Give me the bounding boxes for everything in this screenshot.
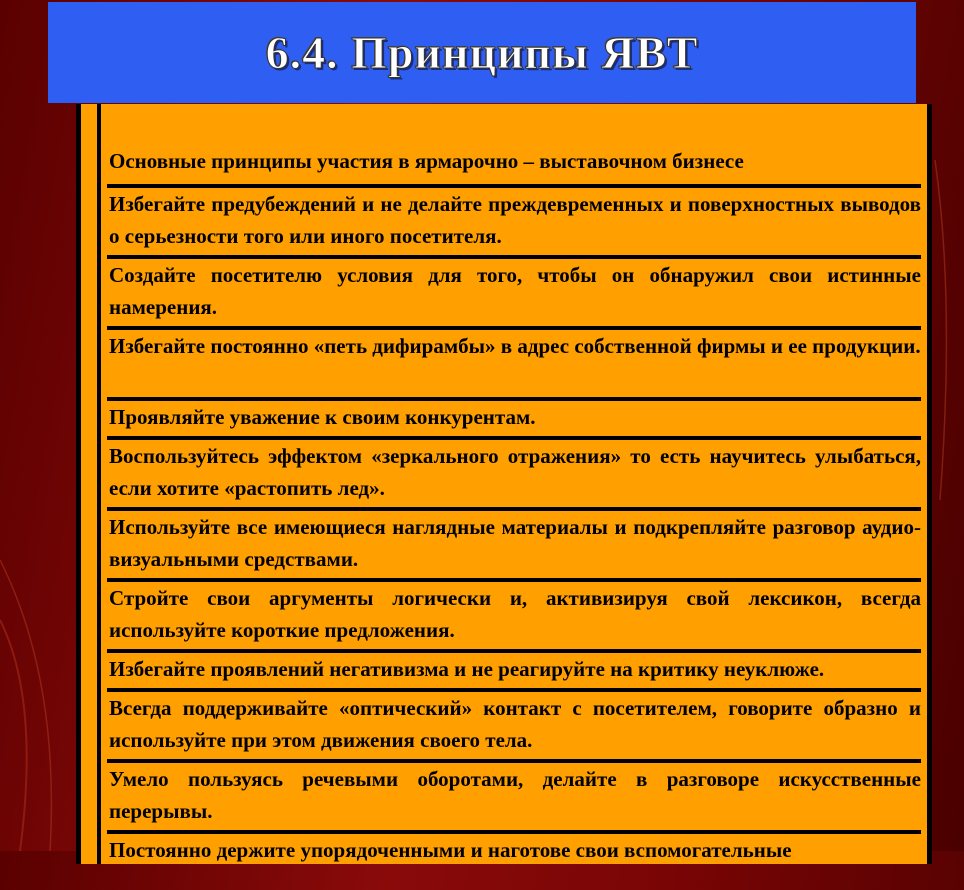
- table-row: Постоянно держите упорядоченными и наготове свои вспомогательные: [107, 830, 921, 890]
- table-rows: [107, 110, 921, 890]
- table-row: Проявляйте уважение к своим конкурентам.: [107, 397, 921, 436]
- table-header: Основные принципы участия в ярмарочно – выставочном бизнесе: [109, 149, 744, 173]
- table-left-rail: [97, 104, 101, 864]
- table-row: Воспользуйтесь эффектом «зеркального отражения» то есть научитесь улыбаться, если хотите «растопить лед».: [107, 436, 921, 507]
- title-bar: [48, 2, 916, 103]
- table-row: Стройте свои аргументы логически и, активизируя свой лексикон, всегда используйте короткие предложения.: [107, 578, 921, 649]
- table-row: Избегайте постоянно «петь дифирамбы» в адрес собственной фирмы и ее продукции.: [107, 326, 921, 397]
- table-row: Создайте посетителю условия для того, чтобы он обнаружил свои истинные намерения.: [107, 255, 921, 326]
- slide-title: 6.4. Принципы ЯВТ: [265, 27, 699, 78]
- principles-table: [76, 104, 932, 864]
- table-row: Умело пользуясь речевыми оборотами, делайте в разговоре искусственные перерывы.: [107, 759, 921, 830]
- table-row: Всегда поддерживайте «оптический» контакт с посетителем, говорите образно и используйте при этом движения своего тела.: [107, 688, 921, 759]
- table-row: Избегайте проявлений негативизма и не реагируйте на критику неуклюже.: [107, 649, 921, 688]
- table-row: Избегайте предубеждений и не делайте преждевременных и поверхностных выводов о серьезности того или иного посетителя.: [107, 184, 921, 255]
- table-row: Используйте все имеющиеся наглядные материалы и подкрепляйте разговор аудио-визуальными средствами.: [107, 507, 921, 578]
